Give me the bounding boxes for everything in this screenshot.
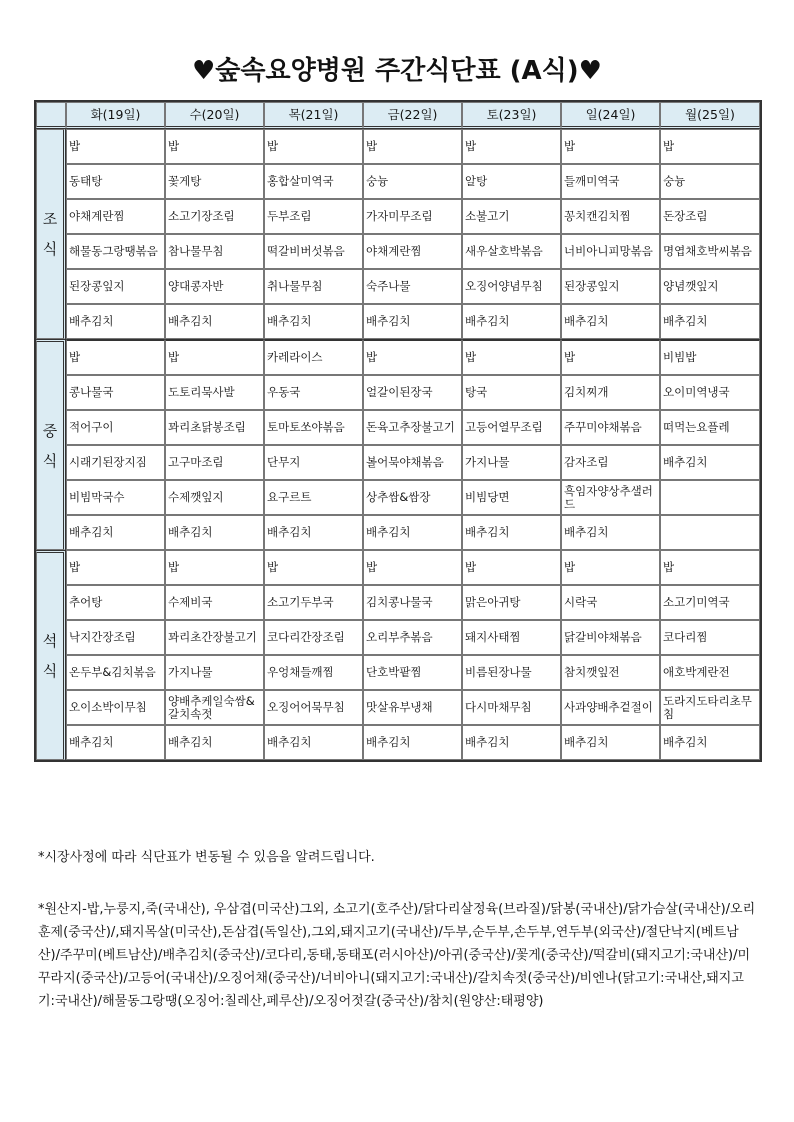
menu-item: 탕국 — [462, 375, 561, 410]
day-header: 목(21일) — [264, 102, 363, 129]
menu-item: 얼갈이된장국 — [363, 375, 462, 410]
menu-item: 배추김치 — [363, 515, 462, 550]
menu-item: 비빔당면 — [462, 480, 561, 515]
menu-item: 동태탕 — [66, 164, 165, 199]
menu-item: 밥 — [660, 129, 760, 164]
menu-item: 적어구이 — [66, 410, 165, 445]
menu-item: 밥 — [561, 550, 660, 585]
menu-row — [36, 375, 760, 410]
menu-item: 단무지 — [264, 445, 363, 480]
menu-row — [36, 234, 760, 269]
menu-item: 떡갈비버섯볶음 — [264, 234, 363, 269]
menu-row — [36, 339, 760, 375]
menu-row — [36, 725, 760, 760]
day-header: 토(23일) — [462, 102, 561, 129]
day-header: 일(24일) — [561, 102, 660, 129]
menu-item: 배추김치 — [165, 304, 264, 339]
menu-item: 배추김치 — [66, 304, 165, 339]
menu-item: 양대콩자반 — [165, 269, 264, 304]
day-header: 월(25일) — [660, 102, 760, 129]
menu-row — [36, 585, 760, 620]
menu-item: 코다리간장조림 — [264, 620, 363, 655]
menu-item: 맑은아귀탕 — [462, 585, 561, 620]
menu-item: 낙지간장조림 — [66, 620, 165, 655]
meal-label-text: 석 식 — [42, 632, 58, 680]
menu-item: 닭갈비야채볶음 — [561, 620, 660, 655]
menu-item: 꽈리초닭봉조림 — [165, 410, 264, 445]
menu-item: 밥 — [264, 550, 363, 585]
menu-item: 감자조림 — [561, 445, 660, 480]
menu-item: 우엉채들깨찜 — [264, 655, 363, 690]
menu-item: 배추김치 — [363, 725, 462, 760]
menu-item: 토마토쏘야볶음 — [264, 410, 363, 445]
menu-item: 김치콩나물국 — [363, 585, 462, 620]
menu-item: 밥 — [462, 550, 561, 585]
menu-item: 온두부&김치볶음 — [66, 655, 165, 690]
menu-item: 주꾸미야채볶음 — [561, 410, 660, 445]
menu-item: 비빔밥 — [660, 339, 760, 375]
menu-item — [660, 480, 760, 515]
menu-row — [36, 515, 760, 550]
menu-item: 숙주나물 — [363, 269, 462, 304]
meal-label — [36, 550, 66, 760]
menu-item: 카레라이스 — [264, 339, 363, 375]
meal-label — [36, 339, 66, 550]
meal-label — [36, 129, 66, 339]
menu-item: 새우살호박볶음 — [462, 234, 561, 269]
menu-item: 배추김치 — [264, 515, 363, 550]
menu-row — [36, 550, 760, 585]
menu-item: 돼지사태찜 — [462, 620, 561, 655]
menu-item: 양념깻잎지 — [660, 269, 760, 304]
menu-item: 참나물무침 — [165, 234, 264, 269]
menu-item: 가지나물 — [462, 445, 561, 480]
menu-item: 밥 — [561, 129, 660, 164]
menu-item: 요구르트 — [264, 480, 363, 515]
menu-item: 배추김치 — [462, 304, 561, 339]
menu-item: 단호박팥찜 — [363, 655, 462, 690]
menu-row — [36, 480, 760, 515]
menu-item: 배추김치 — [462, 515, 561, 550]
menu-item: 추어탕 — [66, 585, 165, 620]
menu-item: 홍합살미역국 — [264, 164, 363, 199]
menu-row — [36, 269, 760, 304]
menu-item: 배추김치 — [561, 725, 660, 760]
menu-item: 야채계란찜 — [66, 199, 165, 234]
menu-item: 오이미역냉국 — [660, 375, 760, 410]
menu-item: 배추김치 — [462, 725, 561, 760]
menu-row — [36, 410, 760, 445]
menu-item: 수제비국 — [165, 585, 264, 620]
day-header: 수(20일) — [165, 102, 264, 129]
menu-item: 꽃게탕 — [165, 164, 264, 199]
menu-item: 밥 — [462, 339, 561, 375]
menu-item: 밥 — [363, 129, 462, 164]
menu-item: 고구마조림 — [165, 445, 264, 480]
menu-item: 알탕 — [462, 164, 561, 199]
menu-item: 배추김치 — [165, 725, 264, 760]
menu-row — [36, 655, 760, 690]
corner-cell — [36, 102, 66, 129]
menu-item: 배추김치 — [363, 304, 462, 339]
menu-item: 밥 — [363, 550, 462, 585]
menu-item: 밥 — [165, 129, 264, 164]
menu-item: 밥 — [660, 550, 760, 585]
menu-item: 숭늉 — [363, 164, 462, 199]
menu-item: 오이소박이무침 — [66, 690, 165, 725]
menu-item: 밥 — [66, 339, 165, 375]
weekly-menu-table — [34, 100, 762, 762]
menu-item: 소고기두부국 — [264, 585, 363, 620]
origin-notice: *원산지-밥,누룽지,죽(국내산), 우삼겹(미국산)그외, 소고기(호주산)/닭다리살정육(브라질)/닭봉(국내산)/닭가슴살(국내산)/오리훈제(중국산)/,돼지목살(미국산),돈삼겹(독일산),그외,돼지고기(국내산)/두부,순두부,손두부,연두부(외국산)/절단낙지(베트남산)/주꾸미(베트남산)/배추김치(중국산)/코다리,동태,동태포(러시아산)/아귀(중국산)/꽃게(중국산)/떡갈비(돼지고기:국내산)/미꾸라지(중국산)/고등어(국내산)/오징어채(중국산)/너비아니(돼지고기:국내산)/갈치속젓(중국산)/비엔나(닭고기:국내산,돼지고기:국내산)/해물동그랑땡(오징어:칠레산,페루산)/오징어젓갈(중국산)/참치(원양산:태평양) — [38, 902, 756, 1009]
menu-item: 오징어어묵무침 — [264, 690, 363, 725]
menu-item: 소불고기 — [462, 199, 561, 234]
menu-item: 오징어양념무침 — [462, 269, 561, 304]
menu-item: 들깨미역국 — [561, 164, 660, 199]
menu-item: 콩나물국 — [66, 375, 165, 410]
menu-item: 고등어열무조림 — [462, 410, 561, 445]
menu-item: 숭늉 — [660, 164, 760, 199]
menu-item: 배추김치 — [561, 515, 660, 550]
menu-row — [36, 164, 760, 199]
menu-item: 밥 — [66, 550, 165, 585]
menu-row — [36, 304, 760, 339]
menu-item: 떠먹는요플레 — [660, 410, 760, 445]
menu-row — [36, 199, 760, 234]
menu-item: 돈장조림 — [660, 199, 760, 234]
menu-item: 배추김치 — [66, 515, 165, 550]
menu-item: 시래기된장지짐 — [66, 445, 165, 480]
menu-item: 해물동그랑땡볶음 — [66, 234, 165, 269]
menu-item: 배추김치 — [264, 725, 363, 760]
menu-item: 꽈리초간장불고기 — [165, 620, 264, 655]
menu-item: 볼어묵야채볶음 — [363, 445, 462, 480]
menu-row — [36, 690, 760, 725]
menu-item: 된장콩잎지 — [561, 269, 660, 304]
menu-item: 배추김치 — [660, 304, 760, 339]
menu-item: 애호박계란전 — [660, 655, 760, 690]
day-header: 화(19일) — [66, 102, 165, 129]
menu-item: 밥 — [165, 339, 264, 375]
menu-item: 밥 — [561, 339, 660, 375]
page-title: ♥숲속요양병원 주간식단표 (A식)♥ — [191, 56, 602, 86]
day-header: 금(22일) — [363, 102, 462, 129]
menu-item: 돈육고추장불고기 — [363, 410, 462, 445]
menu-item: 밥 — [462, 129, 561, 164]
menu-item: 코다리찜 — [660, 620, 760, 655]
menu-item: 오리부추볶음 — [363, 620, 462, 655]
menu-item: 배추김치 — [660, 725, 760, 760]
menu-item: 도라지도타리초무침 — [660, 690, 760, 725]
market-notice: *시장사정에 따라 식단표가 변동될 수 있음을 알려드립니다. — [38, 850, 375, 865]
menu-item: 비빔막국수 — [66, 480, 165, 515]
menu-row — [36, 445, 760, 480]
menu-item: 배추김치 — [264, 304, 363, 339]
menu-row — [36, 620, 760, 655]
menu-item: 도토리묵사발 — [165, 375, 264, 410]
menu-item: 야채계란찜 — [363, 234, 462, 269]
menu-item: 된장콩잎지 — [66, 269, 165, 304]
menu-item: 시락국 — [561, 585, 660, 620]
menu-item: 밥 — [264, 129, 363, 164]
menu-item: 배추김치 — [660, 445, 760, 480]
menu-item: 가지나물 — [165, 655, 264, 690]
menu-item: 비름된장나물 — [462, 655, 561, 690]
meal-label-text: 조 식 — [42, 210, 58, 258]
meal-label-text: 중 식 — [42, 421, 58, 470]
menu-item — [660, 515, 760, 550]
menu-item: 수제깻잎지 — [165, 480, 264, 515]
menu-item: 다시마채무침 — [462, 690, 561, 725]
menu-item: 배추김치 — [561, 304, 660, 339]
menu-item: 상추쌈&쌈장 — [363, 480, 462, 515]
menu-item: 배추김치 — [66, 725, 165, 760]
menu-item: 김치찌개 — [561, 375, 660, 410]
menu-item: 우동국 — [264, 375, 363, 410]
menu-item: 밥 — [363, 339, 462, 375]
menu-item: 맛살유부냉채 — [363, 690, 462, 725]
menu-row — [36, 129, 760, 164]
menu-item: 소고기장조림 — [165, 199, 264, 234]
menu-item: 두부조림 — [264, 199, 363, 234]
menu-item: 양배추케일숙쌈&갈치속젓 — [165, 690, 264, 725]
menu-item: 흑임자양상추샐러드 — [561, 480, 660, 515]
menu-item: 참치깻잎전 — [561, 655, 660, 690]
menu-item: 밥 — [66, 129, 165, 164]
menu-item: 취나물무침 — [264, 269, 363, 304]
menu-item: 밥 — [165, 550, 264, 585]
menu-item: 너비아니피망볶음 — [561, 234, 660, 269]
menu-item: 꽁치캔김치찜 — [561, 199, 660, 234]
day-header-row — [36, 102, 760, 129]
menu-item: 사과양배추겉절이 — [561, 690, 660, 725]
menu-item: 명엽채호박씨볶음 — [660, 234, 760, 269]
menu-item: 가자미무조림 — [363, 199, 462, 234]
menu-item: 소고기미역국 — [660, 585, 760, 620]
menu-item: 배추김치 — [165, 515, 264, 550]
